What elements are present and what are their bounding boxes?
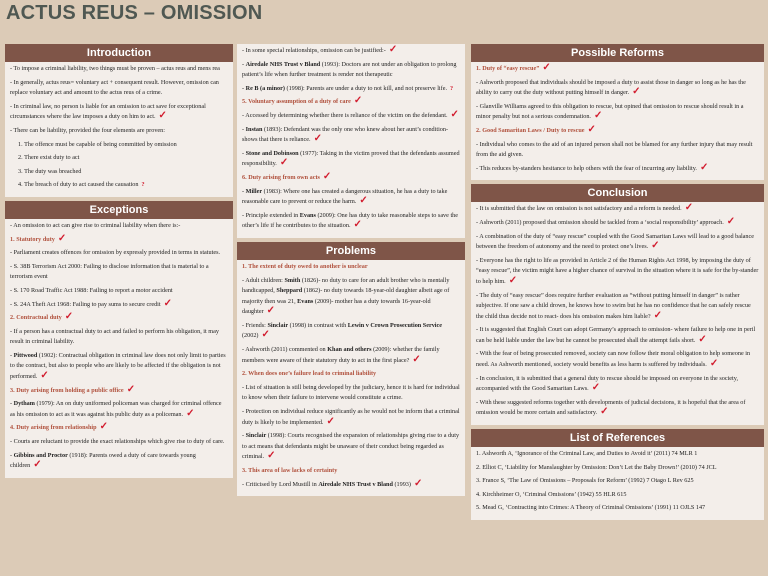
check-mark-icon: ✓ (412, 353, 421, 365)
list-item: - Instan (1893): Defendant was the only one who knew about her aunt’s condition- shows that there is reliance. ✓ (242, 125, 449, 145)
check-mark-icon: ✓ (33, 459, 42, 471)
page-title: ACTUS REUS – OMISSION (6, 2, 263, 24)
list-item: - With the fear of being prosecuted removed, society can now follow their moral obligation to help someone in need. As Ashworth mentioned, society would benefits as less harm is suffered by individuals. ✓ (476, 350, 751, 370)
list-item: - In conclusion, it is submitted that a general duty to rescue should be imposed on everyone in the society, accompanied with the Good Samaritan Laws. ✓ (476, 374, 738, 394)
list-item: - Adult children: Smith (1826)- no duty to care for an adult brother who is mentally handicapped, Sheppard (1862)- no duty towards 18-year-old daughter albeit age of majority then was 21, Evans (2009)- mother has a duty towards 16-year-old daughter ✓ (242, 276, 450, 317)
exceptions-intro: - An omission to act can give rise to criminal liability when there is:- (10, 221, 181, 229)
list-item: - If a person has a contractual duty to act and failed to perform his obligation, it may result in criminal liability. (10, 327, 219, 346)
list-item: - Re B (a minor) (1998): Parents are under a duty to not kill, and not preserve life. ? (242, 84, 454, 92)
check-mark-icon: ✓ (186, 407, 195, 419)
check-mark-icon: ✓ (587, 123, 596, 135)
exceptions-heading: Exceptions (5, 201, 233, 219)
list-item: - Pittwood (1902): Contractual obligation in criminal law does not only limit to parties to the contract, but also to people who are likely to be affected if the obligation is not performed. ✓ (10, 351, 226, 382)
list-item: - Sinclair (1998): Courts recognised the expansion of relationships giving rise to a duty to act means that defendants might be unaware of their conduct being regarded as criminal. ✓ (242, 432, 460, 462)
list-item: - Gibbins and Proctor (1918): Parents owed a duty of care towards young children ✓ (10, 451, 196, 471)
references-section (471, 429, 764, 520)
question-mark: ? (141, 181, 145, 189)
subheading-statutory-duty: 1. Statutory duty ✓ (10, 232, 67, 244)
check-mark-icon: ✓ (99, 421, 108, 433)
list-item: - Courts are reluctant to provide the exact relationships which give rise to duty of care. (10, 438, 225, 446)
check-mark-icon: ✓ (158, 110, 167, 122)
list-item: - S. 38B Terrorism Act 2000: Failing to disclose information that is material to a terrorism event (10, 262, 209, 281)
check-mark-icon: ✓ (508, 274, 518, 286)
list-item: - Ashworth (2011) commented on Khan and others (2009): whether the family members were aware of their statutory duty to act in the first place? ✓ (242, 346, 440, 365)
problems-section (237, 242, 465, 496)
check-mark-icon: ✓ (326, 415, 335, 427)
list-item: - S. 170 Road Traffic Act 1988: Failing to report a motor accident (10, 286, 173, 294)
check-mark-icon: ✓ (313, 133, 322, 145)
subheading-lacks-certainty: 3. This area of law lacks of certainty (242, 467, 338, 474)
list-item: - Individual who comes to the aid of an injured person shall not be blamed for any further injury that may result from the aid given. (476, 140, 753, 159)
check-mark-icon: ✓ (709, 358, 719, 370)
check-mark-icon: ✓ (600, 406, 609, 418)
subheading-good-samaritan: 2. Good Samaritan Laws / Duty to rescue ✓ (476, 123, 596, 135)
element-item: 4. The breach of duty to act caused the causation ? (18, 181, 145, 189)
list-item: - It is suggested that English Court can adopt Germany’s approach to omission- where failure to help one in peril can be held liable under the law but he cannot be prosecuted shall the attempt fails short. ✓ (476, 326, 756, 345)
check-mark-icon: ✓ (450, 108, 459, 120)
subheading-own-acts: 6. Duty arising from own acts ✓ (242, 170, 332, 182)
check-mark-icon: ✓ (322, 170, 332, 182)
intro-text: - There can be liability, provided the four elements are proven: (10, 126, 165, 134)
list-item: - In some special relationships, omission can be justified:- ✓ (242, 44, 398, 55)
reference-item: 2. Elliot C, ‘Liability for Manslaughter by Omission: Don’t Let the Baby Drown!’ (2010) 74 JCL (476, 463, 717, 471)
list-item: - A combination of the duty of “easy rescue” coupled with the Good Samaritan Laws will lead to a good balance between the freedom of autonomy and the need to protect one’s lives. ✓ (476, 232, 755, 252)
list-item: - It is submitted that the law on omission is not satisfactory and a reform is needed. ✓ (476, 202, 694, 214)
check-mark-icon: ✓ (64, 311, 74, 323)
list-item: - List of situation is still being developed by the judiciary, hence it is hard for individual to know when their failure to intervene would constitute a crime. (242, 383, 460, 402)
check-mark-icon: ✓ (651, 240, 660, 252)
subheading-extent-of-duty: 1. The extent of duty owed to another is unclear (242, 262, 368, 270)
question-mark: ? (450, 84, 454, 92)
reference-item: 3. France S, ‘The Law of Omissions – Proposals for Reform’ (1992) 7 Otago L Rev 625 (476, 477, 694, 485)
conclusion-section (471, 184, 764, 425)
check-mark-icon: ✓ (413, 477, 423, 489)
check-mark-icon: ✓ (126, 383, 136, 395)
list-item: - Glanville Williams agreed to this obligation to rescue, but opined that omission to rescue should result in a minor penalty but not a serious condemnation. ✓ (476, 102, 744, 122)
check-mark-icon: ✓ (698, 333, 707, 345)
list-item: - Principle extended in Evans (2009): One has duty to take reasonable steps to save the other’s life if he contributes to the situation. ✓ (242, 211, 459, 231)
check-mark-icon: ✓ (591, 382, 601, 394)
intro-text: - In criminal law, no person is liable for an omission to act save for exceptional circumstances where the law imposes a duty on him to act. ✓ (10, 102, 206, 122)
list-item: - Stone and Dobinson (1977): Taking in the victim proved that the defendants assumed responsibility. ✓ (242, 149, 460, 169)
list-item: - Dytham (1979): An on duty uniformed policeman was charged for criminal offence as his omission to act as it was against his public duty as a policeman. ✓ (10, 400, 222, 419)
list-item: - With these suggested reforms together with developments of judicial decisions, it is hopeful that the area of omission would be more certain and satisfactory. ✓ (476, 398, 746, 418)
check-mark-icon: ✓ (353, 219, 362, 231)
check-mark-icon: ✓ (353, 95, 363, 107)
list-item: - Everyone has the right to life as provided in Article 2 of the Human Rights Act 1998, by imposing the duty of “easy rescue”, the victim might have a higher chance of survival in the situation where it is safe for the by-stander to help him. ✓ (476, 256, 759, 286)
references-heading: List of References (471, 429, 764, 447)
check-mark-icon: ✓ (593, 110, 603, 122)
problems-heading: Problems (237, 242, 465, 260)
check-mark-icon: ✓ (653, 309, 662, 321)
subheading-easy-rescue: 1. Duty of “easy rescue” ✓ (476, 62, 551, 73)
list-item: - The duty of “easy rescue” does require further evaluation as “without putting himself in danger” is rather subjective. If one saw a child drown, he knows how to swim but he has no confidence that he can safely rescue the child thus decide not to react- does his omission makes him liable? ✓ (476, 291, 751, 321)
element-item: 1. The offence must be capable of being committed by omission (18, 140, 177, 148)
check-mark-icon: ✓ (279, 157, 289, 169)
reforms-heading: Possible Reforms (471, 44, 764, 62)
check-mark-icon: ✓ (261, 329, 270, 341)
intro-text: - To impose a criminal liability, two things must be proven – actus reus and mens rea (10, 65, 220, 72)
list-item: - This reduces by-standers hesitance to help others with the fear of incurring any liability. ✓ (476, 161, 709, 173)
element-item: 3. The duty was breached (18, 167, 82, 175)
check-mark-icon: ✓ (726, 215, 736, 227)
check-mark-icon: ✓ (699, 161, 709, 173)
list-item: - Ashworth (2011) proposed that omission should be tackled from a ‘social responsibility’ approach. ✓ (476, 215, 736, 227)
subheading-contractual-duty: 2. Contractual duty ✓ (10, 311, 74, 323)
check-mark-icon: ✓ (267, 450, 276, 462)
check-mark-icon: ✓ (266, 305, 276, 317)
subheading-voluntary-assumption: 5. Voluntary assumption of a duty of care ✓ (242, 95, 363, 107)
check-mark-icon: ✓ (542, 62, 551, 73)
subheading-public-office: 3. Duty arising from holding a public office ✓ (10, 383, 136, 395)
check-mark-icon: ✓ (359, 195, 368, 207)
introduction-heading: Introduction (5, 44, 233, 62)
check-mark-icon: ✓ (40, 370, 49, 382)
subheading-failure-liability: 2. When does one’s failure lead to criminal liability (242, 370, 377, 378)
list-item: - Miller (1983): Where one has created a dangerous situation, he has a duty to take reasonable care to prevent or reduce the harm. ✓ (242, 187, 448, 207)
list-item: - Protection on individual reduce significantly as he would not be inform that a criminal duty is likely to be implemented. ✓ (242, 408, 460, 427)
reforms-section (471, 44, 764, 180)
list-item: - Parliament creates offences for omission by expressly provided in terms in statutes. (10, 249, 221, 257)
introduction-section (5, 44, 233, 197)
column-left (5, 44, 233, 482)
column-right (471, 44, 764, 524)
reference-item: 4. Kirchheimer O, ‘Criminal Omissions’ (1942) 55 HLR 615 (476, 490, 627, 498)
check-mark-icon: ✓ (163, 297, 172, 309)
check-mark-icon: ✓ (388, 44, 398, 55)
list-item: - Accessed by determining whether there is reliance of the victim on the defendant. ✓ (242, 108, 459, 120)
conclusion-heading: Conclusion (471, 184, 764, 202)
list-item: - Airedale NHS Trust v Bland (1993): Doctors are not under an obligation to prolong patient’s life when further treatment is render not therapeutic (242, 60, 457, 79)
list-item: - S. 24A Theft Act 1968: Failing to pay sums to secure credit ✓ (10, 297, 172, 309)
check-mark-icon: ✓ (684, 202, 694, 214)
reference-item: 1. Ashworth A, ‘Ignorance of the Criminal Law, and Duties to Avoid it’ (2011) 74 MLR 1 (476, 450, 698, 458)
check-mark-icon: ✓ (57, 232, 67, 244)
subheading-relationship: 4. Duty arising from relationship ✓ (10, 421, 108, 433)
intro-text: - In generally, actus reus= voluntary act + consequent result. However, omission can replace voluntary act and amount to the actus reus of a crime. (10, 78, 219, 97)
check-mark-icon: ✓ (632, 86, 641, 98)
exceptions-continued-section (237, 44, 465, 238)
column-middle (237, 44, 465, 500)
list-item: - Ashworth proposed that individuals should be imposed a duty to assist those in danger so long as he has the ability to carry out the duty without putting himself in danger. ✓ (476, 78, 746, 98)
list-item: - Criticised by Lord Mustill in Airedale NHS Trust v Bland (1993) ✓ (242, 477, 423, 489)
list-item: - Friends: Sinclair (1998) in contrast with Lewin v Crown Prosecution Service (2002) ✓ (242, 321, 443, 341)
reference-item: 5. Mead G, ‘Contracting into Crimes: A Theory of Criminal Omissions’ (1991) 11 OJLS 147 (476, 504, 706, 512)
element-item: 2. There exist duty to act (18, 154, 80, 162)
exceptions-section (5, 201, 233, 478)
